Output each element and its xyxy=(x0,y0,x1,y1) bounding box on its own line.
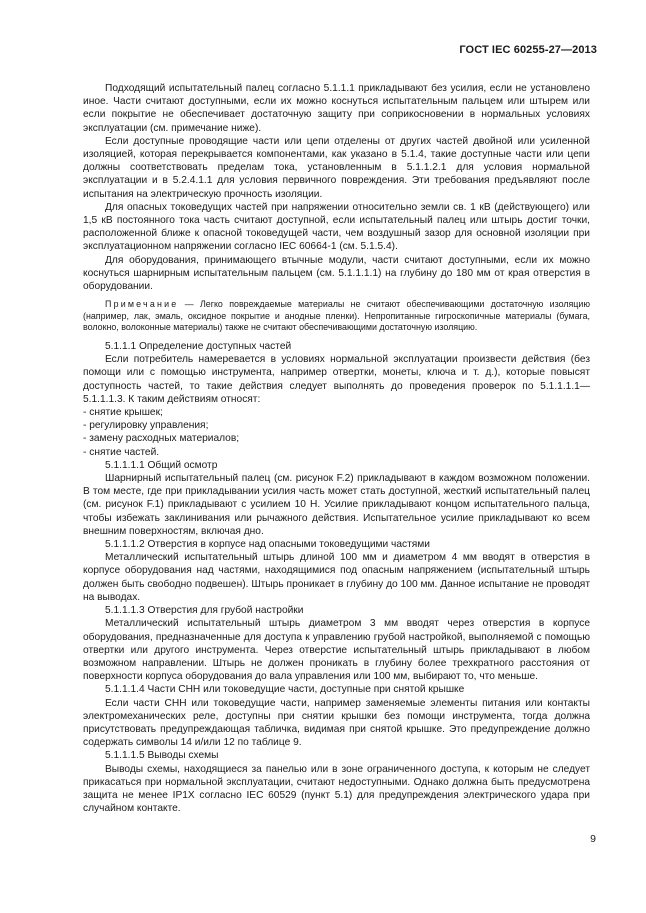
note-text: — Легко повреждаемые материалы не считают обеспечивающими достаточную изоляцию (например, лак, эмаль, оксидное покрытие и анодные пленки). Непропитанные гигроскопичные материалы (бумага, волокно, волоконные материалы) также не считают обеспечивающими достаточную изоляцию. xyxy=(83,299,590,333)
document-body xyxy=(83,82,590,815)
paragraph: Для опасных токоведущих частей при напряжении относительно земли св. 1 кВ (действующего) или 1,5 кВ постоянного тока часть считают доступной, если испытательный палец или штырь достиг точки, расположенной ближе к опасной токоведущей части, чем воздушный зазор для основной изоляции при эксплуатационном напряжении согласно IEC 60664-1 (см. 5.1.5.4). xyxy=(83,201,590,253)
page-number: 9 xyxy=(590,833,596,845)
section-heading: 5.1.1.1.4 Части СНН или токоведущие части, доступные при снятой крышке xyxy=(105,684,465,696)
document-header: ГОСТ IEC 60255-27—2013 xyxy=(459,44,597,56)
paragraph: Для оборудования, принимающего втычные модули, части считают доступными, если их можно коснуться шарнирным испытательным пальцем (см. 5.1.1.1.1) на глубину до 180 мм от края отверстия в оборудовании. xyxy=(83,254,590,293)
note-label: Примечание xyxy=(105,299,179,310)
list-item: - снятие частей. xyxy=(83,446,160,458)
paragraph: Металлический испытательный штырь длиной 100 мм и диаметром 4 мм вводят в отверстия в корпусе оборудования над частями, находящимися под опасным напряжением (испытательный штырь должен быть свободно подвешен). Штырь проникает в глубину до 100 мм. Данное испытание не проводят на выводах. xyxy=(83,552,590,603)
section-heading: 5.1.1.1.5 Выводы схемы xyxy=(105,750,219,762)
paragraph: Шарнирный испытательный палец (см. рисунок F.2) прикладывают в каждом возможном положении. В том месте, где при прикладывании усилия часть может стать доступной, жесткий испытательный палец (см. рисунок F.1) прикладывают с усилием 10 Н. Усилие прикладывают концом испытательного пальца, чтобы избежать заклинивания или рычажного действия. Испытательное усилие прикладывают ко всем внешним поверхностям, включая дно. xyxy=(83,473,590,537)
section-heading: 5.1.1.1.1 Общий осмотр xyxy=(105,459,218,471)
paragraph: Если части СНН или токоведущие части, например заменяемые элементы питания или контакты электромеханических реле, доступны при снятии крышки без помощи инструмента, тогда должна присутствовать предупреждающая табличка, видимая при снятой крышке. Это предупреждение должно содержать символы 14 и/или 12 по таблице 9. xyxy=(83,697,590,749)
paragraph: Подходящий испытательный палец согласно 5.1.1.1 прикладывают без усилия, если не установлено иное. Части считают доступными, если их можно коснуться испытательным пальцем или штырем или если покрытие не обеспечивает достаточную защиту при соприкосновении в нормальных условиях эксплуатации (см. примечание ниже). xyxy=(83,83,590,134)
section-heading: 5.1.1.1.2 Отверстия в корпусе над опасными токоведущими частями xyxy=(105,539,430,551)
section-heading: 5.1.1.1 Определение доступных частей xyxy=(105,341,292,353)
paragraph: Если потребитель намеревается в условиях нормальной эксплуатации произвести действия (без помощи или с помощью инструмента, например отвертки, монеты, ключа и т. д.), которые повысят доступность частей, то такие действия следует выполнять до проведения проверок по 5.1.1.1.1—5.1.1.1.3. К таким действиям относят: xyxy=(83,354,590,405)
section-heading: 5.1.1.1.3 Отверстия для грубой настройки xyxy=(105,605,304,617)
list-item: - замену расходных материалов; xyxy=(83,433,240,445)
list-item: - регулировку управления; xyxy=(83,420,209,432)
paragraph: Если доступные проводящие части или цепи отделены от других частей двойной или усиленной изоляцией, которая перекрывается компонентами, как указано в 5.1.4, такие доступные части или цепи должны соответствовать пределам тока, установленным в 5.1.1.2.1 для условия нормальной эксплуатации и в 5.2.4.1.1 для условия первичного повреждения. Эти требования предъявляют после испытания на электрическую прочность изоляции. xyxy=(83,135,590,200)
paragraph: Выводы схемы, находящиеся за панелью или в зоне ограниченного доступа, к которым не следует прикасаться при нормальной эксплуатации, считают недоступными. Однако должна быть предусмотрена защита не менее IP1X согласно IEC 60529 (пункт 5.1) для предупреждения электрического удара при случайном контакте. xyxy=(83,763,590,815)
paragraph: Металлический испытательный штырь диаметром 3 мм вводят через отверстия в корпусе оборудования, предназначенные для доступа к управлению грубой настройкой, выполняемой с помощью отвертки или другого инструмента. Через отверстие испытательный штырь прикладывают в любом возможном направлении. Штырь не должен проникать в глубину более трехкратного расстояния от поверхности корпуса оборудования до вала управления или 100 мм, выбирают то, что меньше. xyxy=(83,618,590,683)
list-item: - снятие крышек; xyxy=(83,407,163,419)
note xyxy=(83,299,590,334)
